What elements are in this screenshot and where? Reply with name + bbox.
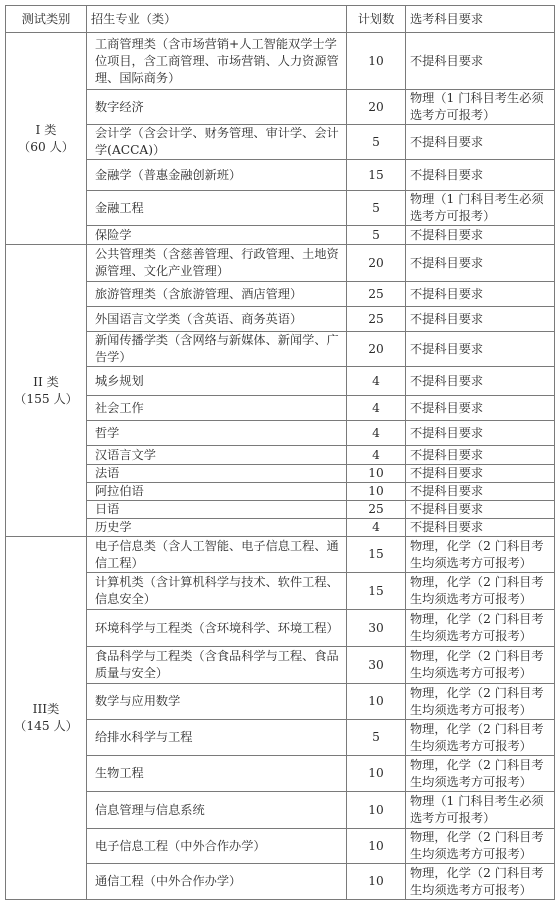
major-cell: 通信工程（中外合作办学） (87, 864, 347, 900)
major-cell: 金融学（普惠金融创新班） (87, 160, 347, 191)
table-row (6, 720, 555, 756)
plan-cell: 25 (347, 307, 406, 332)
requirement-cell: 物理，化学（2 门科目考生均须选考方可报考） (406, 829, 555, 864)
plan-cell: 4 (347, 421, 406, 446)
table-row (6, 282, 555, 307)
major-cell: 外国语言文学类（含英语、商务英语） (87, 307, 347, 332)
requirement-cell: 不提科目要求 (406, 483, 555, 501)
category-name: I 类 (35, 122, 57, 137)
category-name: II 类 (33, 374, 59, 389)
table-row (6, 332, 555, 367)
table-row (6, 367, 555, 396)
table-row (6, 396, 555, 421)
plan-cell: 4 (347, 367, 406, 396)
plan-cell: 10 (347, 792, 406, 829)
header-category: 测试类别 (6, 6, 87, 33)
category-cell (6, 245, 87, 537)
major-cell: 电子信息类（含人工智能、电子信息工程、通信工程） (87, 537, 347, 573)
table-row (6, 226, 555, 245)
plan-cell: 4 (347, 519, 406, 537)
plan-cell: 15 (347, 160, 406, 191)
table-row (6, 191, 555, 226)
table-row (6, 90, 555, 125)
requirement-cell: 不提科目要求 (406, 501, 555, 519)
plan-cell: 10 (347, 864, 406, 900)
table-row (6, 483, 555, 501)
requirement-cell: 不提科目要求 (406, 245, 555, 282)
major-cell: 法语 (87, 465, 347, 483)
requirement-cell: 不提科目要求 (406, 307, 555, 332)
plan-cell: 5 (347, 720, 406, 756)
plan-cell: 4 (347, 446, 406, 465)
requirement-cell: 不提科目要求 (406, 396, 555, 421)
major-cell: 阿拉伯语 (87, 483, 347, 501)
plan-cell: 15 (347, 537, 406, 573)
table-row (6, 610, 555, 647)
plan-cell: 10 (347, 829, 406, 864)
requirement-cell: 物理（1 门科目考生必须选考方可报考） (406, 90, 555, 125)
table-row (6, 537, 555, 573)
plan-cell: 5 (347, 125, 406, 160)
requirement-cell: 物理，化学（2 门科目考生均须选考方可报考） (406, 756, 555, 792)
major-cell: 生物工程 (87, 756, 347, 792)
plan-cell: 25 (347, 282, 406, 307)
requirement-cell: 物理，化学（2 门科目考生均须选考方可报考） (406, 573, 555, 610)
requirement-cell: 不提科目要求 (406, 282, 555, 307)
plan-cell: 20 (347, 332, 406, 367)
table-row (6, 307, 555, 332)
major-cell: 数字经济 (87, 90, 347, 125)
major-cell: 公共管理类（含慈善管理、行政管理、土地资源管理、文化产业管理） (87, 245, 347, 282)
major-cell: 城乡规划 (87, 367, 347, 396)
requirement-cell: 物理，化学（2 门科目考生均须选考方可报考） (406, 720, 555, 756)
category-count: （60 人） (18, 139, 74, 154)
table-row (6, 421, 555, 446)
table-row (6, 125, 555, 160)
major-cell: 食品科学与工程类（含食品科学与工程、食品质量与安全） (87, 647, 347, 684)
table-row (6, 33, 555, 90)
table-row (6, 465, 555, 483)
table-row (6, 684, 555, 720)
major-cell: 数学与应用数学 (87, 684, 347, 720)
major-cell: 计算机类（含计算机科学与技术、软件工程、信息安全） (87, 573, 347, 610)
table-row (6, 160, 555, 191)
requirement-cell: 不提科目要求 (406, 465, 555, 483)
requirement-cell: 不提科目要求 (406, 160, 555, 191)
table-row (6, 792, 555, 829)
table-row (6, 245, 555, 282)
header-row (6, 6, 555, 33)
plan-cell: 5 (347, 226, 406, 245)
plan-cell: 10 (347, 684, 406, 720)
table-row (6, 446, 555, 465)
plan-cell: 20 (347, 245, 406, 282)
category-cell (6, 33, 87, 245)
plan-cell: 10 (347, 756, 406, 792)
table-row (6, 501, 555, 519)
major-cell: 信息管理与信息系统 (87, 792, 347, 829)
table-row (6, 573, 555, 610)
table-row (6, 756, 555, 792)
requirement-cell: 不提科目要求 (406, 519, 555, 537)
plan-cell: 10 (347, 483, 406, 501)
plan-cell: 30 (347, 610, 406, 647)
category-name: III类 (32, 702, 60, 716)
major-cell: 环境科学与工程类（含环境科学、环境工程） (87, 610, 347, 647)
requirement-cell: 物理（1 门科目考生必须选考方可报考） (406, 191, 555, 226)
plan-cell: 15 (347, 573, 406, 610)
major-cell: 历史学 (87, 519, 347, 537)
table-row (6, 647, 555, 684)
table-row (6, 864, 555, 900)
requirement-cell: 不提科目要求 (406, 446, 555, 465)
major-cell: 旅游管理类（含旅游管理、酒店管理） (87, 282, 347, 307)
category-cell (6, 537, 87, 900)
major-cell: 保险学 (87, 226, 347, 245)
admissions-table (5, 5, 555, 900)
header-major: 招生专业（类） (87, 6, 347, 33)
table-row (6, 829, 555, 864)
major-cell: 给排水科学与工程 (87, 720, 347, 756)
requirement-cell: 不提科目要求 (406, 226, 555, 245)
header-requirement: 选考科目要求 (406, 6, 555, 33)
requirement-cell: 物理，化学（2 门科目考生均须选考方可报考） (406, 610, 555, 647)
plan-cell: 5 (347, 191, 406, 226)
requirement-cell: 物理，化学（2 门科目考生均须选考方可报考） (406, 684, 555, 720)
header-plan: 计划数 (347, 6, 406, 33)
plan-cell: 4 (347, 396, 406, 421)
requirement-cell: 不提科目要求 (406, 332, 555, 367)
table-row (6, 519, 555, 537)
requirement-cell: 不提科目要求 (406, 125, 555, 160)
plan-cell: 10 (347, 465, 406, 483)
plan-cell: 20 (347, 90, 406, 125)
plan-cell: 10 (347, 33, 406, 90)
requirement-cell: 物理（1 门科目考生必须选考方可报考） (406, 792, 555, 829)
major-cell: 新闻传播学类（含网络与新媒体、新闻学、广告学） (87, 332, 347, 367)
table-body (6, 33, 555, 900)
major-cell: 金融工程 (87, 191, 347, 226)
major-cell: 社会工作 (87, 396, 347, 421)
requirement-cell: 物理，化学（2 门科目考生均须选考方可报考） (406, 537, 555, 573)
requirement-cell: 不提科目要求 (406, 421, 555, 446)
major-cell: 工商管理类（含市场营销+人工智能双学士学位项目，含工商管理、市场营销、人力资源管理、国际商务） (87, 33, 347, 90)
major-cell: 电子信息工程（中外合作办学） (87, 829, 347, 864)
requirement-cell: 不提科目要求 (406, 367, 555, 396)
requirement-cell: 物理，化学（2 门科目考生均须选考方可报考） (406, 864, 555, 900)
category-count: （145 人） (14, 719, 78, 733)
major-cell: 汉语言文学 (87, 446, 347, 465)
requirement-cell: 不提科目要求 (406, 33, 555, 90)
plan-cell: 30 (347, 647, 406, 684)
major-cell: 会计学（含会计学、财务管理、审计学、会计学(ACCA)） (87, 125, 347, 160)
major-cell: 哲学 (87, 421, 347, 446)
category-count: （155 人） (14, 391, 78, 406)
requirement-cell: 物理，化学（2 门科目考生均须选考方可报考） (406, 647, 555, 684)
plan-cell: 25 (347, 501, 406, 519)
major-cell: 日语 (87, 501, 347, 519)
